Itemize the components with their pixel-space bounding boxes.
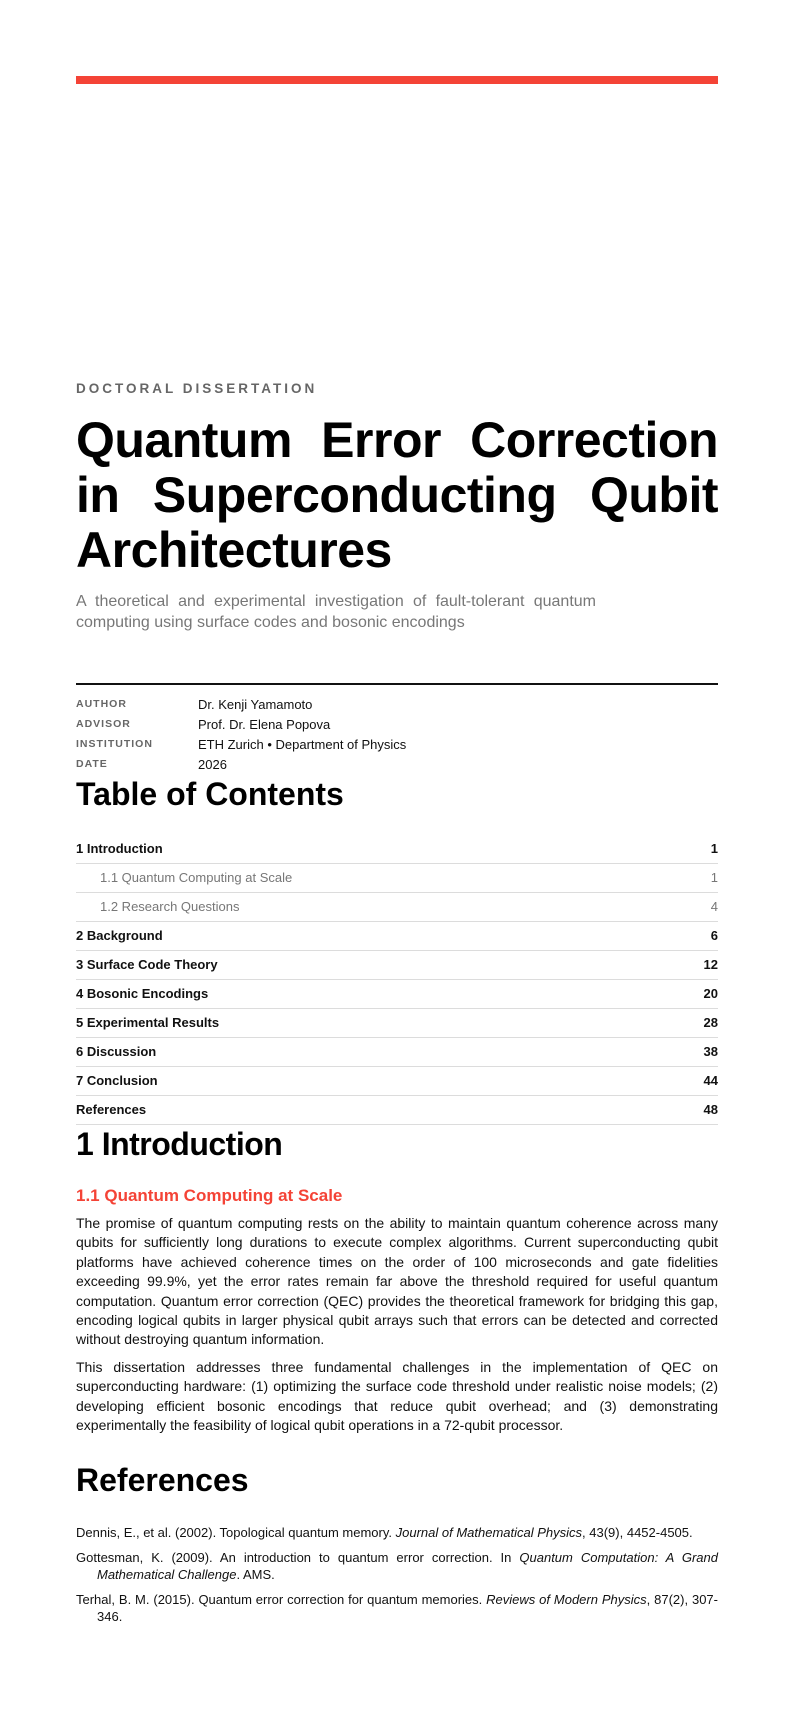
toc-entry[interactable] [76,922,718,951]
dissertation-subtitle: A theoretical and experimental investigation of fault-tolerant quantum computing using surface codes and bosonic encodings [76,593,596,631]
meta-label: INSTITUTION [76,738,153,750]
toc-entry-title: References [76,1102,147,1117]
meta-value: Dr. Kenji Yamamoto [198,697,313,712]
toc-entry-page: 6 [710,928,718,943]
toc-entry-page: 12 [703,957,718,972]
reference-citation: Gottesman, K. (2009). An introduction to quantum error correction. In [76,1549,520,1565]
reference-details: , 87(2), 307-346. [97,1591,718,1624]
toc-entry-page: 44 [703,1073,718,1088]
toc-entry[interactable] [76,835,718,864]
document-type-label: DOCTORAL DISSERTATION [76,381,318,396]
reference-entry [76,1591,718,1626]
toc-entry-page: 20 [703,986,718,1001]
toc-entry-title: 3 Surface Code Theory [76,957,218,972]
reference-source-title: Journal of Mathematical Physics [395,1525,583,1540]
toc-entry-title: 1.1 Quantum Computing at Scale [100,870,293,885]
reference-citation: Dennis, E., et al. (2002). Topological quantum memory. [76,1525,396,1540]
meta-label: ADVISOR [76,718,131,730]
meta-value: Prof. Dr. Elena Popova [198,717,331,732]
toc-entry[interactable] [76,864,718,893]
body-paragraph: The promise of quantum computing rests on the ability to maintain quantum coherence across many qubits for sufficiently long durations to execute complex algorithms. Current superconducting qubit platforms have achieved coherence times on the order of 100 microseconds and gate fidelities exceeding 99.9%, yet the error rates remain far above the threshold required for useful quantum computation. Quantum error correction (QEC) provides the theoretical framework for bridging this gap, encoding logical qubits in larger physical qubit arrays such that errors can be detected and corrected without destroying quantum information. [76,1215,718,1348]
toc-entry-page: 1 [710,841,718,856]
metadata-table [76,695,718,775]
meta-label: AUTHOR [76,698,127,710]
reference-list [76,1524,718,1633]
body-paragraph: This dissertation addresses three fundamental challenges in the implementation of QEC on superconducting hardware: (1) optimizing the surface code threshold under realistic noise models; (2) developing efficient bosonic encodings that reduce qubit overhead; and (3) demonstrating experimentally the feasibility of logical qubit operations in a 72-qubit processor. [76,1359,718,1434]
toc-entry-title: 5 Experimental Results [76,1015,220,1030]
reference-entry [76,1524,718,1542]
table-of-contents [76,835,718,1125]
reference-source-title: Quantum Computation: A Grand Mathematical Challenge [97,1549,718,1582]
toc-entry-page: 1 [710,870,718,885]
toc-entry-page: 4 [710,899,718,914]
reference-details: . AMS. [236,1567,275,1582]
toc-heading: Table of Contents [76,776,344,812]
meta-value: ETH Zurich • Department of Physics [198,737,407,752]
reference-details: , 43(9), 4452-4505. [582,1525,693,1540]
toc-entry-title: 1.2 Research Questions [100,899,240,914]
section-heading: 1.1 Quantum Computing at Scale [76,1186,343,1205]
dissertation-title: Quantum Error Correction in Superconducting Qubit Architectures [76,412,718,578]
toc-entry[interactable] [76,893,718,922]
toc-entry[interactable] [76,1096,718,1125]
meta-value: 2026 [198,757,227,772]
reference-entry [76,1549,718,1584]
toc-entry-title: 6 Discussion [76,1044,157,1059]
meta-label: DATE [76,758,108,770]
divider-rule [76,683,718,685]
toc-entry[interactable] [76,1009,718,1038]
meta-row-advisor [76,715,718,735]
toc-entry[interactable] [76,951,718,980]
toc-entry-title: 4 Bosonic Encodings [76,986,209,1001]
toc-entry-page: 38 [703,1044,718,1059]
toc-entry-title: 1 Introduction [76,841,163,856]
toc-entry[interactable] [76,980,718,1009]
reference-citation: Terhal, B. M. (2015). Quantum error correction for quantum memories. [76,1591,487,1607]
toc-entry-title: 7 Conclusion [76,1073,158,1088]
chapter-heading: 1 Introduction [76,1126,283,1162]
toc-entry[interactable] [76,1038,718,1067]
reference-source-title: Reviews of Modern Physics [486,1591,647,1607]
toc-entry[interactable] [76,1067,718,1096]
toc-entry-page: 28 [703,1015,718,1030]
accent-bar [76,76,718,84]
meta-row-author [76,695,718,715]
toc-entry-page: 48 [703,1102,718,1117]
references-heading: References [76,1462,249,1498]
toc-entry-title: 2 Background [76,928,163,943]
meta-row-date [76,755,718,775]
meta-row-institution [76,735,718,755]
